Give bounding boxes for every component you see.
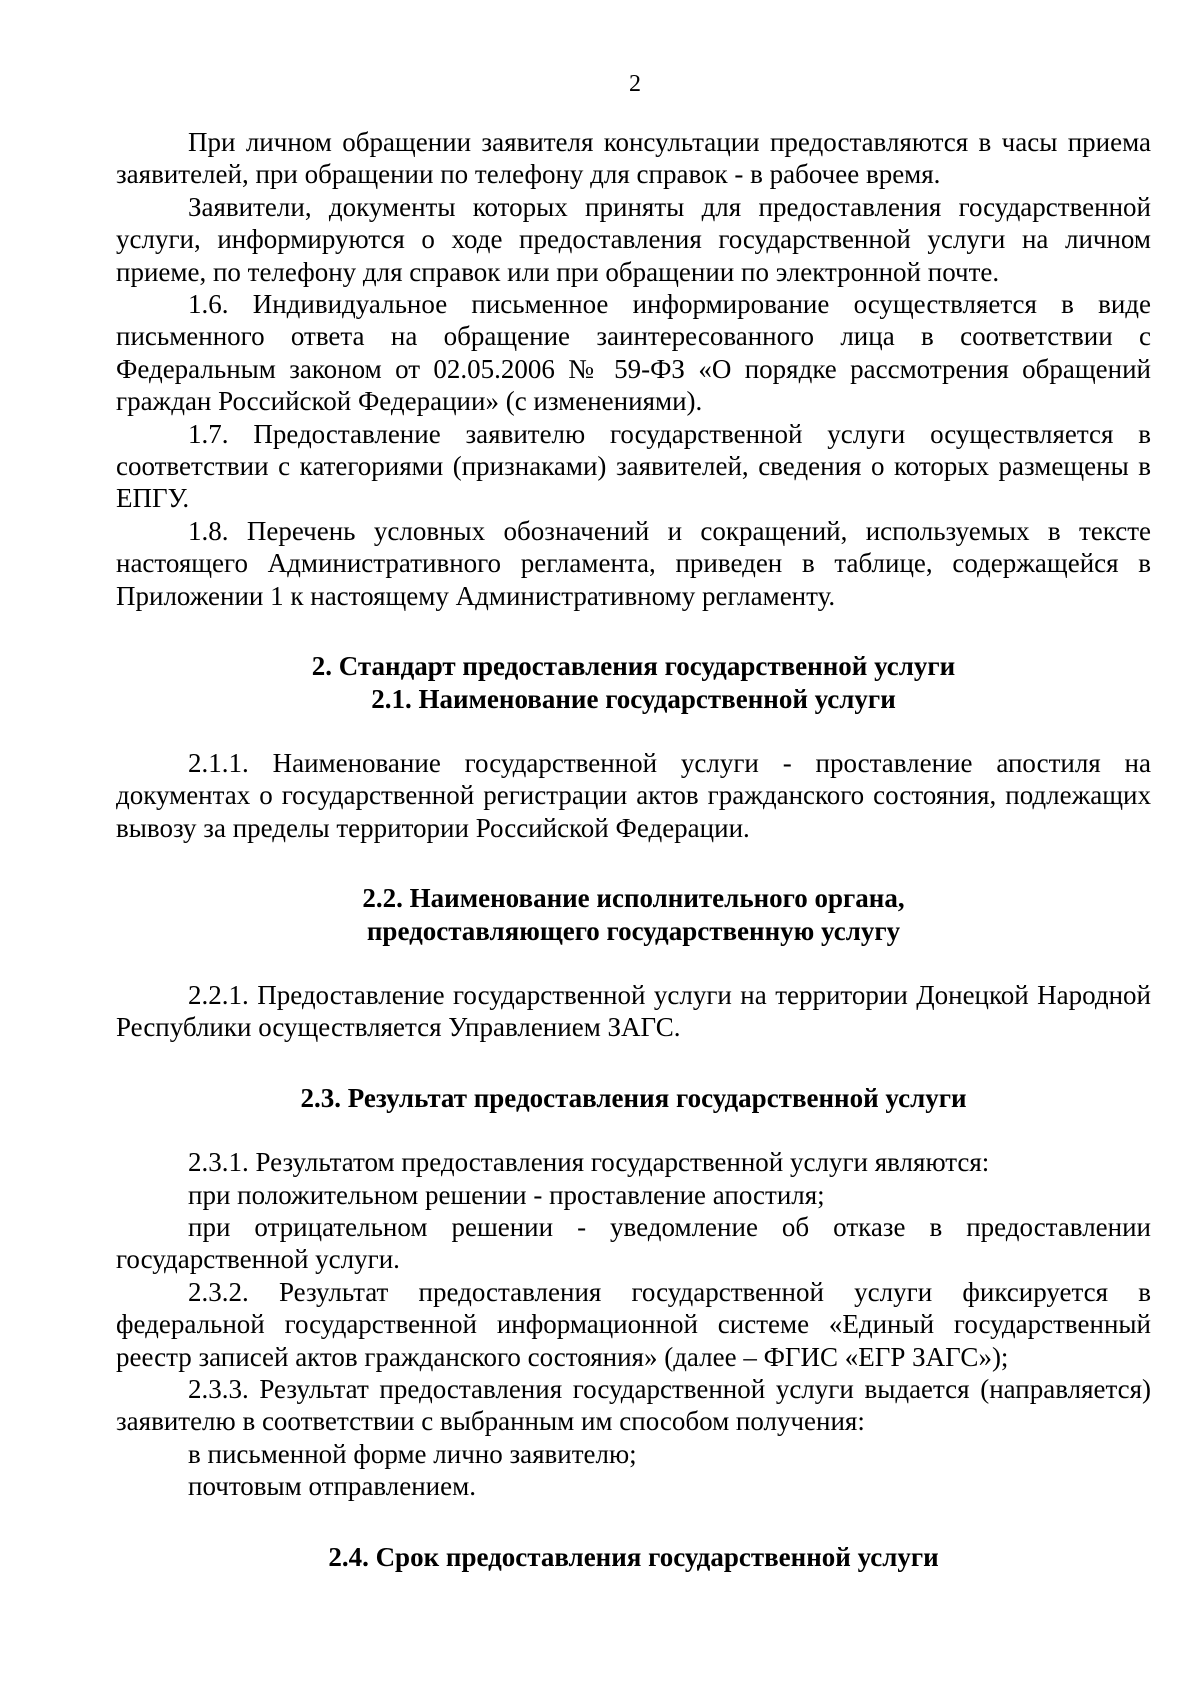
- section-2-4-heading: 2.4. Срок предоставления государственной услуги: [328, 1541, 939, 1572]
- paragraph-positive-decision: при положительном решении - проставление апостиля;: [188, 1179, 825, 1210]
- paragraph-postal: почтовым отправлением.: [188, 1471, 476, 1502]
- paragraph-2-3-3: 2.3.3. Результат предоставления государственной услуги выдается (направляется) заявителю в соответствии с выбранным им способом получения:: [116, 1374, 1151, 1437]
- section-2-1-heading: 2.1. Наименование государственной услуги: [371, 683, 896, 714]
- spacer: [116, 947, 1151, 979]
- paragraph-applicants-informed: Заявители, документы которых приняты для предоставления государственной услуги, информируются о ходе предоставления государственной услуги на личном приеме, по телефону для справок или при обращении по электронной почте.: [116, 191, 1151, 287]
- document-body: [116, 126, 1151, 1573]
- spacer: [116, 612, 1151, 650]
- paragraph-1-6: 1.6. Индивидуальное письменное информирование осуществляется в виде письменного ответа на обращение заинтересованного лица в соответствии с Федеральным законом от 02.05.2006 № 59-ФЗ «О порядке рассмотрения обращений граждан Российской Федерации» (с изменениями).: [116, 289, 1151, 417]
- section-2-3-heading: 2.3. Результат предоставления государственной услуги: [300, 1082, 967, 1113]
- paragraph-written-form: в письменной форме лично заявителю;: [188, 1438, 637, 1469]
- spacer: [116, 1503, 1151, 1541]
- paragraph-consultation-hours: При личном обращении заявителя консультации предоставляются в часы приема заявителей, при обращении по телефону для справок - в рабочее время.: [116, 127, 1151, 190]
- spacer: [116, 715, 1151, 747]
- spacer: [116, 844, 1151, 882]
- paragraph-2-3-2: 2.3.2. Результат предоставления государственной услуги фиксируется в федеральной государственной информационной системе «Единый государственный реестр записей актов гражданского состояния» (далее – ФГИС «ЕГР ЗАГС»);: [116, 1276, 1151, 1372]
- section-2-heading: 2. Стандарт предоставления государственной услуги: [311, 651, 956, 682]
- paragraph-2-1-1: 2.1.1. Наименование государственной услуги - проставление апостиля на документах о государственной регистрации актов гражданского состояния, подлежащих вывозу за пределы территории Российской Федерации.: [116, 747, 1151, 843]
- paragraph-1-8: 1.8. Перечень условных обозначений и сокращений, используемых в тексте настоящего Административного регламента, приведен в таблице, содержащейся в Приложении 1 к настоящему Административному регламенту.: [116, 515, 1151, 611]
- section-2-2-heading-line1: 2.2. Наименование исполнительного органа,: [362, 883, 905, 914]
- spacer: [116, 1114, 1151, 1146]
- section-2-2-heading-line2: предоставляющего государственную услугу: [366, 915, 901, 946]
- page-number: 2: [629, 71, 641, 97]
- paragraph-negative-decision: при отрицательном решении - уведомление об отказе в предоставлении государственной услуги.: [116, 1211, 1151, 1275]
- spacer: [116, 1044, 1151, 1082]
- paragraph-1-7: 1.7. Предоставление заявителю государственной услуги осуществляется в соответствии с категориями (признаками) заявителей, сведения о которых размещены в ЕПГУ.: [116, 418, 1151, 514]
- paragraph-2-2-1: 2.2.1. Предоставление государственной услуги на территории Донецкой Народной Республики осуществляется Управлением ЗАГС.: [116, 979, 1151, 1043]
- paragraph-2-3-1: 2.3.1. Результатом предоставления государственной услуги являются:: [188, 1147, 990, 1178]
